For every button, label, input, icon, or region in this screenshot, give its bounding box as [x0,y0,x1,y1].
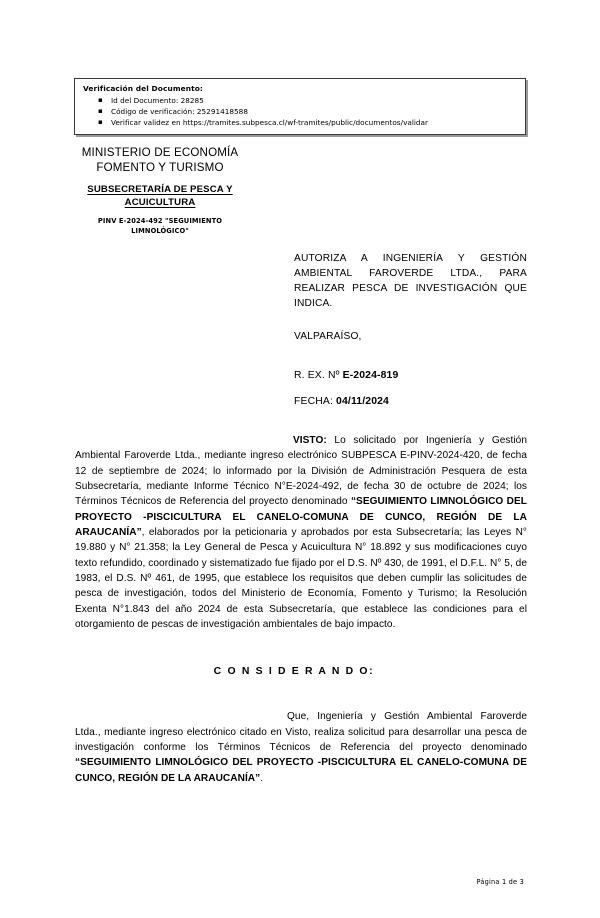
visto-text-part-1: Lo solicitado por Ingeniería y Gestión Ambiental Faroverde Ltda., mediante ingreso electrónico SUBPESCA E-PINV-2024-420, de fecha 12 de septiembre de 2024; lo informado por la División de Administración Pesquera de esta Subsecretaría, mediante Informe Técnico N°E-2024-492, de fecha 30 de octubre de 2024; los Términos Técnicos de Referencia del proyecto denominado [75,435,527,508]
visto-paragraph [75,433,527,632]
project-reference [36,217,284,236]
verification-document-id: Id del Documento: 28285 [111,95,204,105]
issue-date-line [294,396,389,407]
subsecretaria-name [36,183,284,209]
date-label: FECHA: [294,396,337,407]
bullet-icon: ▪ [98,118,103,127]
verification-url: Verificar validez en https://tramites.subpesca.cl/wf-tramites/public/documentos/validar [111,118,429,128]
visto-label: VISTO: [293,435,327,446]
document-subject: AUTORIZA A INGENIERÍA Y GESTIÓN AMBIENTAL FAROVERDE LTDA., PARA REALIZAR PESCA DE INVESTIGACIÓN QUE INDICA. [294,253,527,309]
considerando-text-part-2: . [260,772,264,784]
list-item [98,117,519,128]
date-value: 04/11/2024 [336,396,389,407]
project-reference-line-2: LIMNOLÓGICO" [131,226,189,235]
letterhead [36,146,284,237]
issue-place: VALPARAÍSO, [294,331,362,342]
visto-text-part-2: , elaborados por la peticionaria y aprobados por esta Subsecretaría; las Leyes N° 19.880 y N° 21.358; la Ley General de Pesca y Acuicultura N° 18.892 y sus modificaciones cuyo texto refundido, coordinado y sistematizado fue fijado por el D.S. Nº 430, de 1991, el D.F.L. N° 5, de 1983, el D.S. Nº 461, de 1995, que establece los requisitos que deben cumplir las solicitudes de pesca de investigación, todos del Ministerio de Economía, Fomento y Turismo; la Resolución Exenta N°1.843 del año 2024 de esta Subsecretaría, que establece las condiciones para el otorgamiento de pescas de investigación ambientales de bajo impacto. [75,526,527,630]
bullet-icon: ▪ [98,95,103,104]
ministry-name-line-2: FOMENTO Y TURISMO [96,160,224,174]
document-body [75,433,527,786]
bullet-icon: ▪ [98,107,103,116]
verification-list [83,95,519,128]
visto-project-name: “SEGUIMIENTO LIMNOLÓGICO DEL PROYECTO -PISCICULTURA EL CANELO-COMUNA DE CUNCO, REGIÓN DE LA ARAUCANÍA” [75,496,527,538]
resolution-label: R. EX. Nº [294,370,343,381]
list-item [98,95,519,106]
subsecretaria-line-1: SUBSECRETARÍA DE PESCA Y [87,183,233,195]
list-item [98,106,519,117]
document-verification-box [74,78,526,135]
considerando-paragraph [75,709,527,786]
resolution-number-line [294,370,398,381]
page-number: Página 1 de 3 [476,878,524,886]
subsecretaria-line-2: ACUICULTURA [124,196,196,208]
ministry-name-line-1: MINISTERIO DE ECONOMÍA [81,146,239,159]
considerando-text-part-1: Que, Ingeniería y Gestión Ambiental Faroverde Ltda., mediante ingreso electrónico citado en Visto, realiza solicitud para desarrollar una pesca de investigación conforme los Términos Técnicos de Referencia del proyecto denominado [75,711,527,753]
considerando-heading: C O N S I D E R A N D O: [213,666,375,678]
considerando-project-name: “SEGUIMIENTO LIMNOLÓGICO DEL PROYECTO -PISCICULTURA EL CANELO-COMUNA DE CUNCO, REGIÓN DE LA ARAUCANÍA” [75,757,527,784]
page-footer [0,878,524,886]
verification-title: Verificación del Documento: [83,84,203,93]
resolution-number: E-2024-819 [342,370,399,381]
verification-code: Código de verificación: 25291418588 [111,107,248,117]
project-reference-line-1: PINV E-2024-492 "SEGUIMIENTO [97,217,223,226]
